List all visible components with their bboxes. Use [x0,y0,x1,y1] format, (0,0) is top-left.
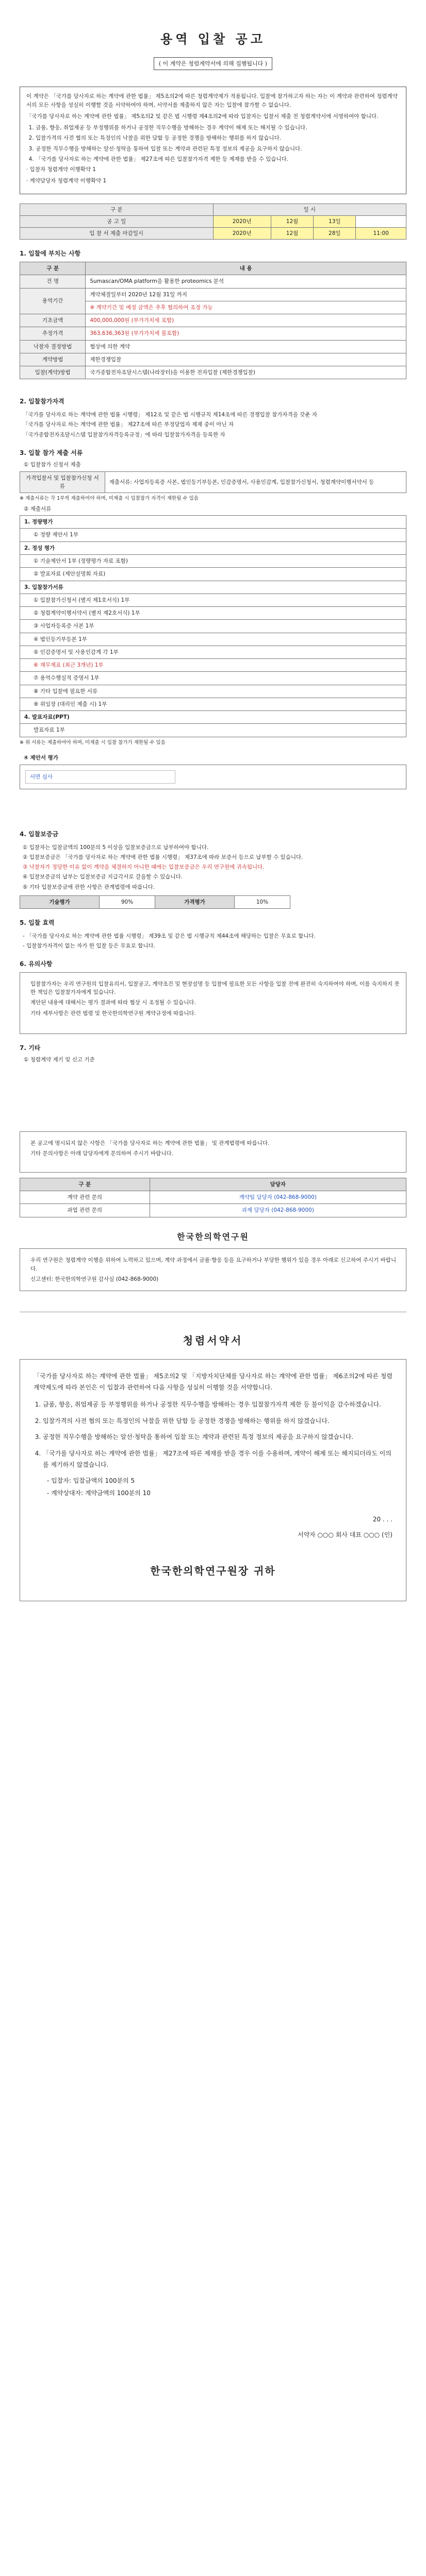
row-value: 363,636,363원 (부가가치세 불포함) [86,327,406,340]
table-row [20,529,406,541]
evaluation-box [20,765,406,789]
list-item: 「국가를 당사자로 하는 계약에 관한 법률」 제27조에 따른 부정당업자 제재 중이 아닌 자 [23,421,234,428]
list-item: 기타 세부사항은 관련 법령 및 한국한의학연구원 계약규정에 따릅니다. [30,1010,196,1016]
oath-item: 4. 「국가를 당사자로 하는 계약에 관한 법률」 제27조에 따른 제재를 받을 경우 이를 수용하며, 계약이 해제 또는 해지되더라도 이의를 제기하지 않겠습니다. [43,1448,392,1470]
eligibility-list [23,411,406,439]
list-item: 입찰참가자는 우리 연구원의 입찰유의서, 입찰공고, 계약조건 및 현장설명 등 입찰에 필요한 모든 사항을 입찰 전에 완전히 숙지하여야 하며, 이를 숙지하지 못한 책임은 입찰참가자에게 있습니다. [30,980,400,996]
column-header: 구 분 [20,262,86,275]
doc-item: ⑤ 인감증명서 및 사용인감계 각 1부 [20,646,406,658]
row-value: 국가종합전자조달시스템(나라장터)을 이용한 전자입찰 (제한경쟁입찰) [86,366,406,379]
row-key: 기초금액 [20,314,86,327]
row-key: 추정가격 [20,327,86,340]
list-item: 기타 문의사항은 아래 담당자에게 문의하여 주시기 바랍니다. [30,1150,173,1157]
table-row [20,288,406,301]
doc-item: ② 청렴계약이행서약서 (별지 제2호서식) 1부 [20,607,406,620]
table-row [20,204,406,215]
table-row [20,366,406,379]
contact-person: 과제 담당자 (042-868-9000) [150,1204,406,1217]
subsection-title: ① 입찰참가 신청서 제출 [24,462,81,468]
doc-item: ① 기술제안서 1부 (정량평가 자료 포함) [20,554,406,567]
doc-item: ① 정량 제안서 1부 [20,529,406,541]
table-row [20,698,406,710]
table-row [20,215,406,227]
oath-sub-a: - 입찰자: 입찰금액의 100분의 5 [47,1477,135,1485]
doc-item: ① 입찰참가신청서 (별지 제1호서식) 1부 [20,594,406,606]
validity-list [23,932,406,951]
row-value: 제한경쟁입찰 [86,353,406,366]
section-6-title: 6. 유의사항 [20,960,53,968]
notice-list [36,124,400,163]
doc-group: 1. 정량평가 [20,516,406,529]
schedule-time: 11:00 [356,228,406,240]
table-row [20,711,406,724]
table-row [20,685,406,698]
table-row [20,228,406,240]
table-row [20,659,406,672]
schedule-month: 12월 [271,215,313,227]
table-row [20,607,406,620]
subsection-title: ① 청렴계약 제기 및 신고 기준 [24,1057,95,1063]
schedule-year: 2020년 [213,215,271,227]
notice-item: 3. 공정한 직무수행을 방해하는 알선·청탁을 통하여 입찰 또는 계약과 관련된 특정 정보의 제공을 요구하지 않습니다. [36,145,400,153]
section-1-title: 1. 입찰에 부치는 사항 [20,250,81,258]
table-row [20,672,406,685]
notice-item: 1. 금품, 향응, 취업제공 등 부정행위를 하거나 공정한 직무수행을 방해하는 경우 계약이 해제 또는 해지될 수 있습니다. [36,124,400,132]
column-header: 내 용 [86,262,406,275]
schedule-month: 12월 [271,228,313,240]
report-block [20,1248,406,1291]
oath-title: 청렴서약서 [183,1334,243,1347]
oath-signer: 서약자 ○○○ 회사 대표 ○○○ (인) [298,1531,392,1539]
table-row [20,541,406,554]
section-7-title: 7. 기타 [20,1044,41,1052]
caution-block [20,972,406,1034]
doc-item: ③ 사업자등록증 사본 1부 [20,620,406,633]
table-row [20,353,406,366]
oath-paragraph: 「국가를 당사자로 하는 계약에 관한 법률」 제5조의2 및 「지방자치단체를 당사자로 하는 계약에 관한 법률」 제6조의2에 따른 청렴계약제도에 따라 본인은 이 입찰과 관련하여 다음 사항을 성실히 이행할 것을 서약합니다. [34,1372,392,1391]
list-item: 우리 연구원은 청렴계약 이행을 위하여 노력하고 있으며, 계약 과정에서 금품·향응 등을 요구하거나 부당한 행위가 있을 경우 아래로 신고하여 주시기 바랍니다. [30,1257,397,1272]
list-item: 본 공고에 명시되지 않은 사항은 「국가를 당사자로 하는 계약에 관한 법률」 및 관계법령에 따릅니다. [30,1140,270,1146]
contact-person: 계약팀 담당자 (042-868-9000) [150,1191,406,1204]
row-key: 입찰(계약)방법 [20,366,86,379]
column-header: 담당자 [150,1178,406,1191]
table-row [20,327,406,340]
table-row [20,594,406,606]
list-item: ① 입찰자는 입찰금액의 100분의 5 이상을 입찰보증금으로 납부하여야 합니다. [23,844,209,851]
list-item: ④ 입찰보증금의 납부는 입찰보증금 지급각서로 갈음할 수 있습니다. [23,874,183,880]
table-row [20,1191,406,1204]
doc-item: 발표자료 1부 [20,724,406,737]
row-key: 낙찰자 결정방법 [20,340,86,353]
contact-type: 과업 관련 문의 [20,1204,150,1217]
row-key: 가격입찰서 및 입찰참가신청 서류 [20,471,105,493]
notice-paragraph-2: 「국가를 당사자로 하는 계약에 관한 법률」 제5조의2 및 같은 법 시행령 제4조의2에 따라 입찰자는 입찰서 제출 전 청렴계약서에 서명하여야 합니다. [26,113,379,120]
table-row [20,568,406,581]
list-item: - 「국가를 당사자로 하는 계약에 관한 법률 시행령」 제39조 및 같은 법 시행규칙 제44조에 해당하는 입찰은 무효로 합니다. [23,933,316,939]
schedule-day: 28일 [314,228,356,240]
doc-item: ④ 법인등기부등본 1부 [20,633,406,646]
oath-item: 3. 공정한 직무수행을 방해하는 알선·청탁을 통하여 입찰 또는 계약과 관련된 특정 정보의 제공을 요구하지 않겠습니다. [43,1432,392,1443]
submission-table [20,471,406,494]
contact-table [20,1178,406,1217]
schedule-table [20,204,406,240]
issuer-name: 한국한의학연구원 [177,1231,249,1242]
table-row [20,471,406,493]
row-key: 계약방법 [20,353,86,366]
evaluation-method: 서면 심사 [25,770,175,784]
cell-value: 90% [100,895,155,908]
doc-item: ⑨ 위임장 (대리인 제출 시) 1부 [20,698,406,710]
row-value: ※ 계약기간 및 예정 금액은 추후 협의하여 조정 가능 [86,301,406,314]
list-item: ⑤ 기타 입찰보증금에 관한 사항은 관계법령에 따릅니다. [23,884,155,890]
table-row [20,895,290,908]
list-item: 신고센터: 한국한의학연구원 감사실 (042-868-9000) [30,1276,159,1282]
doc-item: ⑥ 재무제표 (최근 3개년) 1부 [20,659,406,672]
oath-date: 20 . . . [372,1516,392,1523]
schedule-year: 2020년 [213,228,271,240]
row-value: 협상에 의한 계약 [86,340,406,353]
doc-item: ② 발표자료 (제안설명회 자료) [20,568,406,581]
row-key: 용역기간 [20,288,86,314]
list-item: 「국가를 당사자로 하는 계약에 관한 법률 시행령」 제12조 및 같은 법 시행규칙 제14조에 따른 경쟁입찰 참가자격을 갖춘 자 [23,412,318,418]
schedule-day: 13일 [314,215,356,227]
list-item: 「국가종합전자조달시스템 입찰참가자격등록규정」에 따라 입찰참가자격을 등록한 자 [23,431,225,438]
column-header: 기술평가 [20,895,100,908]
doc-group: 3. 입찰참가서류 [20,581,406,594]
table-row [20,633,406,646]
list-item: ③ 낙찰자가 정당한 이유 없이 계약을 체결하지 아니한 때에는 입찰보증금은 우리 연구원에 귀속됩니다. [23,864,265,871]
oath-item: 2. 입찰가격의 사전 협의 또는 특정인의 낙찰을 위한 담합 등 공정한 경쟁을 방해하는 행위를 하지 않겠습니다. [43,1416,392,1427]
oath-item: 1. 금품, 향응, 취업제공 등 부정행위를 하거나 공정한 직무수행을 방해하는 경우 입찰참가자격 제한 등 불이익을 감수하겠습니다. [43,1399,392,1411]
doc-item: ⑧ 기타 입찰에 필요한 서류 [20,685,406,698]
notice-item: 4. 「국가를 당사자로 하는 계약에 관한 법률」 제27조에 따른 입찰참가자격 제한 등 제재를 받을 수 있습니다. [36,155,400,163]
table-row [20,620,406,633]
contact-type: 계약 관련 문의 [20,1191,150,1204]
oath-sub-b: - 계약상대자: 계약금액의 100분의 10 [47,1489,151,1497]
schedule-time [356,215,406,227]
row-key: 건 명 [20,275,86,288]
notice-tail-1: · 입찰자 청렴계약 이행확약 1 [26,166,96,173]
schedule-header: 구 분 [20,204,214,215]
cell-value: 10% [235,895,290,908]
section-4-title: 4. 입찰보증금 [20,830,59,838]
row-value: 제출서류: 사업자등록증 사본, 법인등기부등본, 인감증명서, 사용인감계, 입찰참가신청서, 청렴계약이행서약서 등 [105,471,406,493]
doc-group: 2. 정성 평가 [20,541,406,554]
list-item: 제안된 내용에 대해서는 평가 결과에 따라 협상 시 조정될 수 있습니다. [30,999,196,1006]
oath-recipient: 한국한의학연구원장 귀하 [150,1564,276,1577]
column-header: 구 분 [20,1178,150,1191]
section-5-title: 5. 입찰 효력 [20,919,55,927]
subsection-title: ② 제출서류 [24,505,52,512]
evaluation-title: ④ 제안서 평가 [24,755,58,761]
contract-subtitle: ( 이 계약은 청렴계약서에 의해 집행됩니다 ) [154,57,272,70]
table-row [20,1178,406,1191]
oath-body [20,1359,406,1601]
row-value: 계약체결일부터 2020년 12월 31일 까지 [86,288,406,301]
deposit-list [23,843,406,891]
table-row [20,262,406,275]
notice-paragraph-1: 이 계약은 「국가를 당사자로 하는 계약에 관한 법률」 제5조의2에 따른 청렴계약제가 적용됩니다. 입찰에 참가하고자 하는 자는 이 계약과 관련하여 청렴계약서의 모든 사항을 성실히 이행할 것을 서약하여야 하며, 서약서를 제출하지 않은 자는 입찰에 참가할 수 없습니다. [26,93,398,108]
header [20,10,406,75]
page-title: 용역 입찰 공고 [160,32,266,46]
schedule-label: 공 고 일 [20,215,214,227]
list-item: ② 입찰보증금은 「국가를 당사자로 하는 계약에 관한 법률 시행령」 제37조에 따라 보증서 등으로 납부할 수 있습니다. [23,854,303,860]
column-header: 가격평가 [155,895,234,908]
schedule-label: 입 찰 서 제출 마감일시 [20,228,214,240]
evaluation-weight-table [20,895,290,909]
oath-list [43,1399,392,1470]
table-row [20,516,406,529]
table-row [20,581,406,594]
integrity-notice [20,87,406,194]
document-table [20,515,406,737]
table-row [20,340,406,353]
doc-group: 4. 발표자료(PPT) [20,711,406,724]
notice-item: 2. 입찰가격의 사전 협의 또는 특정인의 낙찰을 위한 담합 등 공정한 경쟁을 방해하는 행위를 하지 않습니다. [36,134,400,142]
table-row [20,1204,406,1217]
table-row [20,314,406,327]
table-row [20,275,406,288]
section-3-title: 3. 입찰 참가 제출 서류 [20,449,83,456]
misc-block [20,1131,406,1173]
row-value: 400,000,000원 (부가가치세 포함) [86,314,406,327]
table-row [20,554,406,567]
table-row [20,724,406,737]
document-footnote: ※ 위 서류는 제출하여야 하며, 미제출 시 입찰 참가가 제한될 수 있음 [20,739,166,745]
submission-note: ※ 제출서류는 각 1부씩 제출하여야 하며, 미제출 시 입찰참가 자격이 제한될 수 있음 [20,496,199,502]
notice-tail-2: · 계약담당자 청렴계약 이행확약 1 [26,178,107,184]
bid-info-table [20,262,406,379]
schedule-header: 일 시 [213,204,406,215]
row-value: Sumascan/OMA platform을 활용한 proteomics 분석 [86,275,406,288]
section-2-title: 2. 입찰참가자격 [20,398,64,405]
list-item: - 입찰참가자격이 없는 자가 한 입찰 등은 무효로 합니다. [23,942,155,949]
doc-item: ⑦ 용역수행실적 증명서 1부 [20,672,406,685]
table-row [20,646,406,658]
